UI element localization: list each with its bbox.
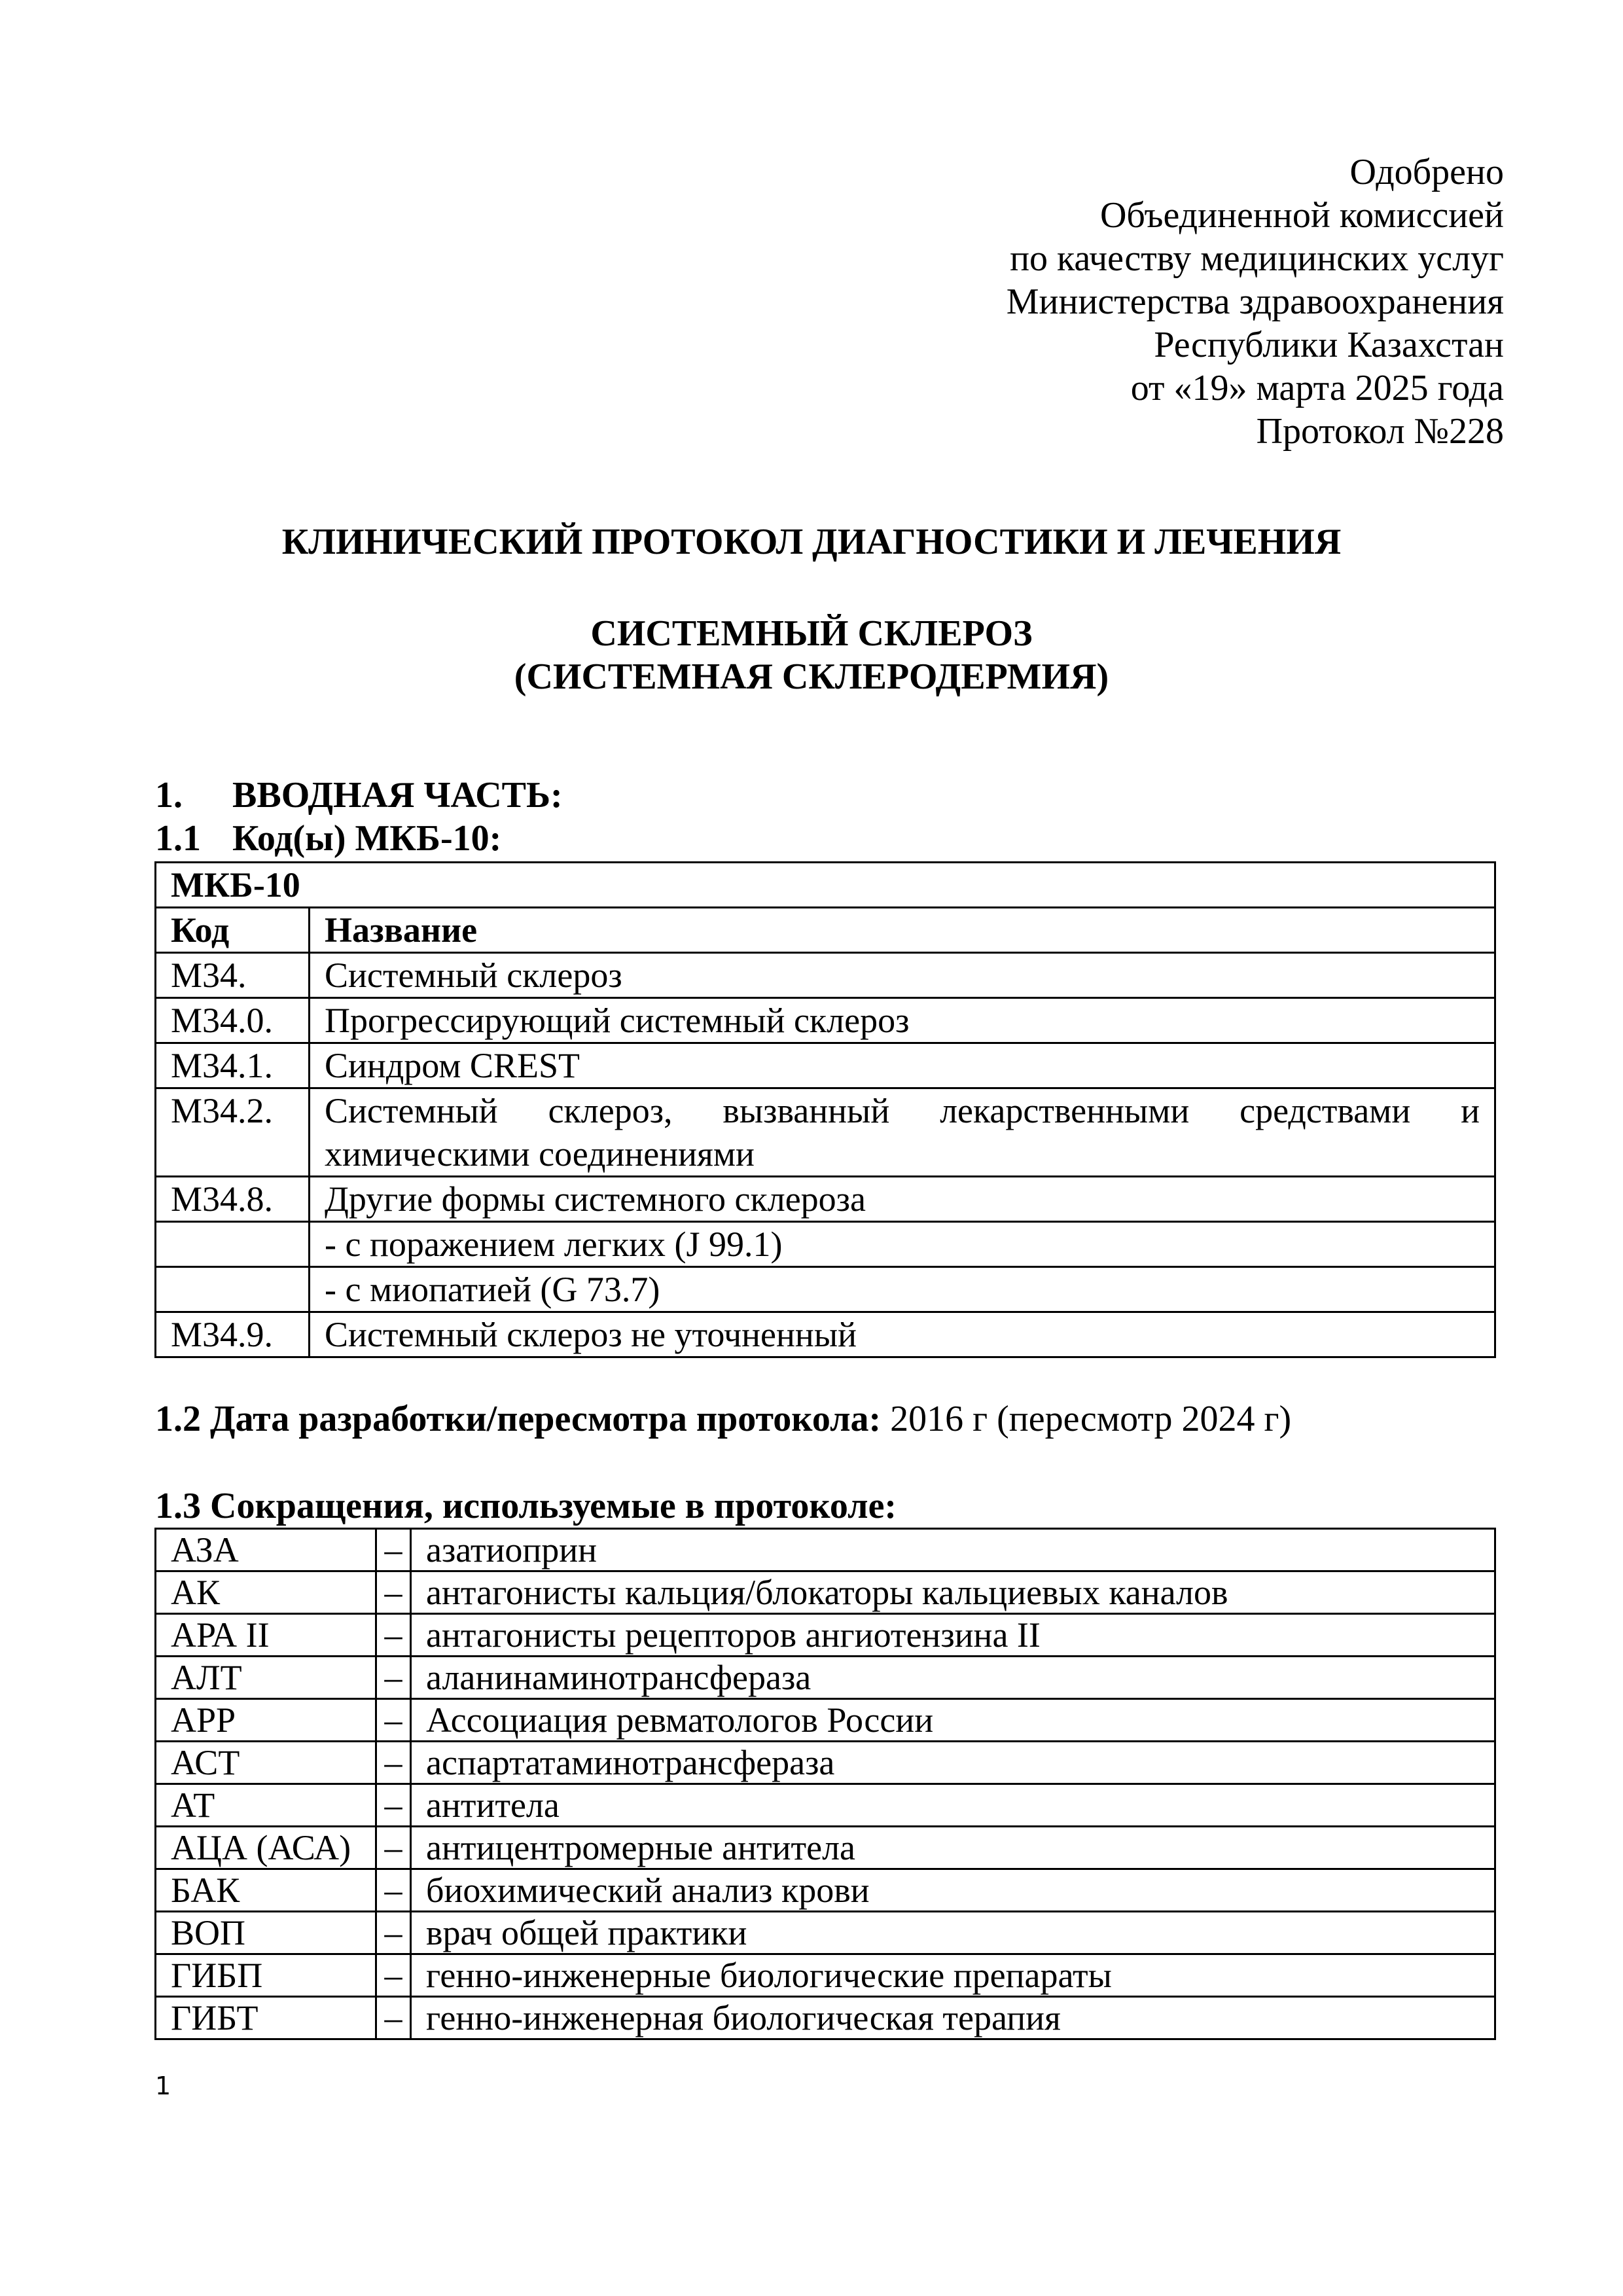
abbreviation: АЦА (АСА) [156, 1827, 376, 1869]
dash: – [376, 1614, 411, 1657]
approval-line: по качеству медицинских услуг [1010, 238, 1504, 279]
abbreviation: АЛТ [156, 1657, 376, 1699]
abbreviation: БАК [156, 1869, 376, 1912]
section-1-3-heading: 1.3 Сокращения, используемые в протоколе: [155, 1486, 897, 1526]
section-number: 1. [155, 775, 183, 816]
abbreviation: АЗА [156, 1529, 376, 1571]
icd-name: Прогрессирующий системный склероз [310, 998, 1495, 1043]
table-row [156, 1997, 1495, 2039]
dash: – [376, 1997, 411, 2039]
approval-line: Протокол №228 [1256, 411, 1504, 452]
table-row [156, 1571, 1495, 1614]
date-value: 2016 г (пересмотр 2024 г) [881, 1399, 1292, 1439]
abbreviation: АРР [156, 1699, 376, 1742]
dash: – [376, 1657, 411, 1699]
dash: – [376, 1784, 411, 1827]
section-number: 1.1 [155, 818, 201, 859]
abbreviation: АК [156, 1571, 376, 1614]
abbreviation: ГИБТ [156, 1997, 376, 2039]
icd-code: M34.2. [156, 1088, 310, 1177]
table-row [156, 998, 1495, 1043]
table-caption-row [156, 863, 1495, 908]
dash: – [376, 1912, 411, 1954]
dash: – [376, 1571, 411, 1614]
icd-name: Системный склероз [310, 953, 1495, 998]
icd-name: - с миопатией (G 73.7) [310, 1267, 1495, 1312]
section-title: Код(ы) МКБ-10: [232, 818, 502, 859]
table-row [156, 1869, 1495, 1912]
approval-line: Объединенной комиссией [1099, 195, 1504, 236]
dash: – [376, 1827, 411, 1869]
table-row [156, 1954, 1495, 1997]
icd-name: Другие формы системного склероза [310, 1177, 1495, 1222]
table-row [156, 1043, 1495, 1088]
abbreviation-meaning: врач общей практики [411, 1912, 1495, 1954]
table-row [156, 1827, 1495, 1869]
icd-name: Системный склероз не уточненный [310, 1312, 1495, 1357]
table-row [156, 1912, 1495, 1954]
abbreviation: АСТ [156, 1742, 376, 1784]
abbreviation-meaning: антитела [411, 1784, 1495, 1827]
abbreviation-meaning: аспартатаминотрансфераза [411, 1742, 1495, 1784]
section-title: ВВОДНАЯ ЧАСТЬ: [232, 775, 563, 816]
abbreviation-meaning: генно-инженерные биологические препараты [411, 1954, 1495, 1997]
dash: – [376, 1742, 411, 1784]
icd-code: M34.0. [156, 998, 310, 1043]
abbreviations-table [154, 1528, 1496, 2040]
abbreviation-meaning: антагонисты рецепторов ангиотензина II [411, 1614, 1495, 1657]
icd-code [156, 1267, 310, 1312]
table-row [156, 953, 1495, 998]
table-row [156, 1699, 1495, 1742]
section-1-heading [155, 774, 563, 817]
icd-code: M34.1. [156, 1043, 310, 1088]
icd-name: Синдром CREST [310, 1043, 1495, 1088]
icd-name: - с поражением легких (J 99.1) [310, 1222, 1495, 1267]
table-row [156, 1222, 1495, 1267]
approval-block [1007, 151, 1504, 453]
dash: – [376, 1699, 411, 1742]
disease-subtitle: (СИСТЕМНАЯ СКЛЕРОДЕРМИЯ) [514, 656, 1109, 697]
icd10-table [154, 861, 1496, 1358]
icd-code: M34.9. [156, 1312, 310, 1357]
table-header-row [156, 908, 1495, 953]
abbreviation-meaning: азатиоприн [411, 1529, 1495, 1571]
icd-code: M34.8. [156, 1177, 310, 1222]
disease-title: СИСТЕМНЫЙ СКЛЕРОЗ [590, 613, 1033, 654]
icd-code [156, 1222, 310, 1267]
column-header-name: Название [310, 908, 1495, 953]
table-caption: МКБ-10 [156, 863, 1495, 908]
approval-line: Министерства здравоохранения [1006, 281, 1504, 322]
table-row [156, 1784, 1495, 1827]
column-header-code: Код [156, 908, 310, 953]
table-row [156, 1742, 1495, 1784]
abbreviation-meaning: антагонисты кальция/блокаторы кальциевых каналов [411, 1571, 1495, 1614]
dash: – [376, 1529, 411, 1571]
icd-code: M34. [156, 953, 310, 998]
abbreviation: ГИБП [156, 1954, 376, 1997]
table-row [156, 1267, 1495, 1312]
abbreviation-meaning: Ассоциация ревматологов России [411, 1699, 1495, 1742]
abbreviation-meaning: биохимический анализ крови [411, 1869, 1495, 1912]
abbreviation-meaning: аланинаминотрансфераза [411, 1657, 1495, 1699]
abbreviation-meaning: генно-инженерная биологическая терапия [411, 1997, 1495, 2039]
approval-line: от «19» марта 2025 года [1130, 368, 1504, 408]
table-row [156, 1177, 1495, 1222]
table-row [156, 1312, 1495, 1357]
section-1-1-heading [155, 817, 501, 860]
abbreviation: ВОП [156, 1912, 376, 1954]
table-row [156, 1529, 1495, 1571]
date-label: 1.2 Дата разработки/пересмотра протокола: [155, 1399, 882, 1439]
approval-line: Одобрено [1349, 152, 1504, 192]
abbreviation-meaning: антицентромерные антитела [411, 1827, 1495, 1869]
dash: – [376, 1954, 411, 1997]
table-row [156, 1657, 1495, 1699]
abbreviation: АТ [156, 1784, 376, 1827]
table-row [156, 1088, 1495, 1177]
icd-name: Системный склероз, вызванный лекарственными средствами и химическими соединениями [310, 1088, 1495, 1177]
table-row [156, 1614, 1495, 1657]
dash: – [376, 1869, 411, 1912]
page-number: 1 [155, 2072, 171, 2100]
document-title: КЛИНИЧЕСКИЙ ПРОТОКОЛ ДИАГНОСТИКИ И ЛЕЧЕНИЯ [281, 522, 1342, 562]
abbreviation: АРА II [156, 1614, 376, 1657]
protocol-date [155, 1397, 1291, 1441]
approval-line: Республики Казахстан [1154, 325, 1504, 365]
